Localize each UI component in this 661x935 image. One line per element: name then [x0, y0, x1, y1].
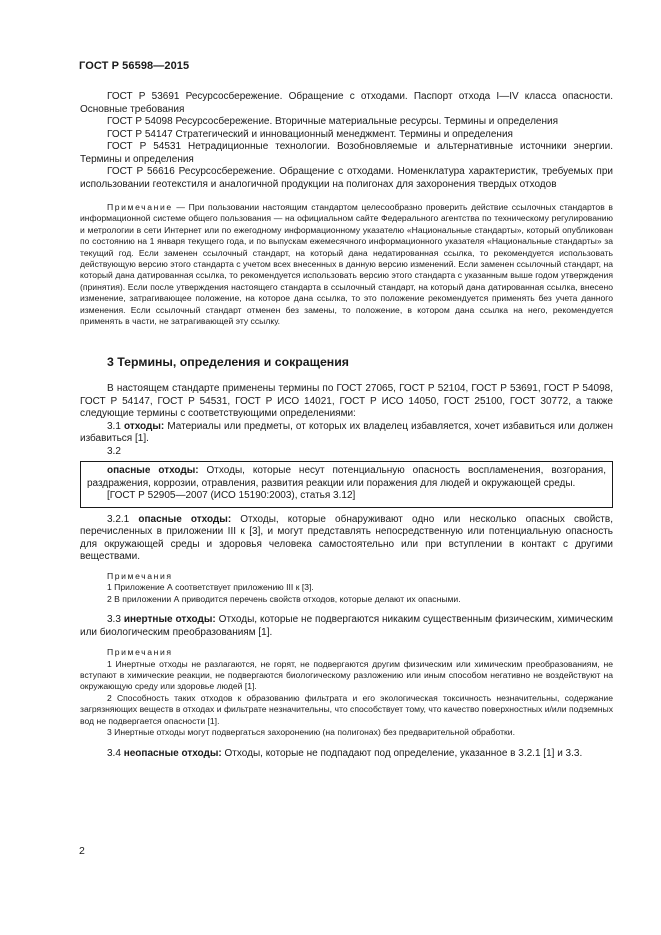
term-3-2-1 — [80, 514, 613, 564]
term-definition: Материалы или предметы, от которых их владелец избавляется, хочет избавиться или должен избавиться [1]. — [80, 420, 613, 445]
term-name: отходы: — [123, 420, 165, 432]
term-name: инертные отходы: — [123, 614, 216, 626]
reference-item: ГОСТ Р 56616 Ресурсосбережение. Обращение с отходами. Номенклатура характеристик, требуемых при использовании геотекстиля и аналогичной продукции на полигонах для захоронения твердых отходов — [80, 166, 613, 190]
term-definition: Отходы, которые не подпадают под определение, указанное в 3.2.1 [1] и 3.3. — [221, 748, 583, 760]
term-definition: Отходы, которые несут потенциальную опасность воспламенения, возгорания, раздражения, коррозии, отравления, развития реакции или поражения для людей и окружающей среды. — [87, 465, 606, 489]
note-item: 1 Приложение А соответствует приложению III к [3]. — [107, 582, 314, 593]
term-3-2 — [87, 465, 606, 490]
term-3-1 — [80, 421, 613, 446]
note-references — [80, 202, 613, 327]
term-name: неопасные отходы: — [123, 748, 222, 760]
note-item: 3 Инертные отходы могут подвергаться захоронению (на полигонах) без предварительной обработки. — [107, 727, 515, 738]
normative-references — [80, 91, 613, 191]
page-number: 2 — [79, 845, 85, 857]
term-source: [ГОСТ Р 52905—2007 (ИСО 15190:2003), статья 3.12] — [107, 490, 356, 502]
term-number: 3.3 — [107, 614, 124, 626]
notes-title: Примечания — [107, 647, 173, 658]
note-item: 1 Инертные отходы не разлагаются, не горят, не подвергаются другим физическим или химическим преобразованиям, не вступают в химические реакции, не подвергаются биологическому разложению или иным способом негативно не воздействуют на окружающую среду или здоровье людей [1]. — [80, 658, 613, 692]
term-definition: Отходы, которые не подвергаются никаким существенным физическим, химическим или биологическим преобразованиям [1]. — [80, 614, 614, 638]
note-text: — При пользовании настоящим стандартом целесообразно проверить действие ссылочных стандартов в информационной системе общего пользования — на официальном сайте Федерального агентства по техническому регулированию и метрологии в сети Интернет или по ежегодному информационному указателю «Национальные стандарты», который опубликован по состоянию на 1 января текущего года, и по выпускам ежемесячного информационного указателя «Национальные стандарты» за текущий год. Если заменен ссылочный стандарт, на который дана недатированная ссылка, то рекомендуется использовать действующую версию этого стандарта с учетом всех внесенных в данную версию изменений. Если заменен ссылочный стандарт, на который дана датированная ссылка, то рекомендуется использовать версию этого стандарта с указанным выше годом утверждения (принятия). Если после утверждения настоящего стандарта в ссылочный стандарт, на который дана датированная ссылка, внесено изменение, затрагивающее положение, на которое дана ссылка, то это положение рекомендуется применять без учета данного изменения. Если ссылочный стандарт отменен без замены, то положение, в котором дана ссылка на него, рекомендуется применять в части, не затрагивающей эту ссылку. — [80, 202, 613, 327]
note-item: 2 Способность таких отходов к образованию фильтрата и его экологическая токсичность незначительны, содержание загрязняющих веществ в отходах и фильтрате незначительны, что способствует тому, что качество поверхностных и/или подземных вод не подвергается опасности [1]. — [80, 692, 613, 726]
notes-3-3 — [80, 647, 613, 738]
reference-item: ГОСТ Р 54098 Ресурсосбережение. Вторичные материальные ресурсы. Термины и определения — [107, 116, 559, 127]
term-3-4 — [80, 748, 613, 761]
notes-title: Примечания — [107, 570, 173, 581]
document-header: ГОСТ Р 56598—2015 — [79, 60, 190, 72]
term-3-2-number: 3.2 — [107, 445, 121, 457]
term-number: 3.4 — [107, 748, 124, 760]
term-3-2-box — [80, 461, 613, 508]
term-definition: Отходы, которые обнаруживают одно или несколько опасных свойств, перечисленных в приложении III к [3], и могут представлять непосредственную или потенциальную опасность для окружающей среды и здоровья человека самостоятельно или при вступлении в контакт с другими веществами. — [80, 513, 613, 563]
term-name: опасные отходы: — [138, 513, 232, 525]
term-3-3 — [80, 614, 613, 639]
section-title: 3 Термины, определения и сокращения — [107, 355, 349, 370]
term-name: опасные отходы: — [107, 465, 199, 477]
reference-item: ГОСТ Р 53691 Ресурсосбережение. Обращение с отходами. Паспорт отхода I—IV класса опасности. Основные требования — [80, 91, 613, 115]
page-content — [80, 91, 613, 761]
note-label: Примечание — [107, 202, 173, 212]
notes-3-2-1 — [80, 571, 613, 605]
section-intro: В настоящем стандарте применены термины по ГОСТ 27065, ГОСТ Р 52104, ГОСТ Р 53691, ГОСТ Р 54098, ГОСТ Р 54147, ГОСТ Р 54531, ГОСТ Р ИСО 14021, ГОСТ Р ИСО 14050, ГОСТ 25100, ГОСТ 30772, а также следующие термины с соответствующими определениями: — [80, 383, 613, 420]
reference-item: ГОСТ Р 54147 Стратегический и инновационный менеджмент. Термины и определения — [107, 128, 513, 140]
term-number: 3.2.1 — [107, 513, 139, 525]
note-item: 2 В приложении А приводится перечень свойств отходов, которые делают их опасными. — [107, 593, 461, 604]
term-number: 3.1 — [107, 420, 124, 432]
reference-item: ГОСТ Р 54531 Нетрадиционные технологии. Возобновляемые и альтернативные источники энергии. Термины и определения — [80, 141, 613, 165]
